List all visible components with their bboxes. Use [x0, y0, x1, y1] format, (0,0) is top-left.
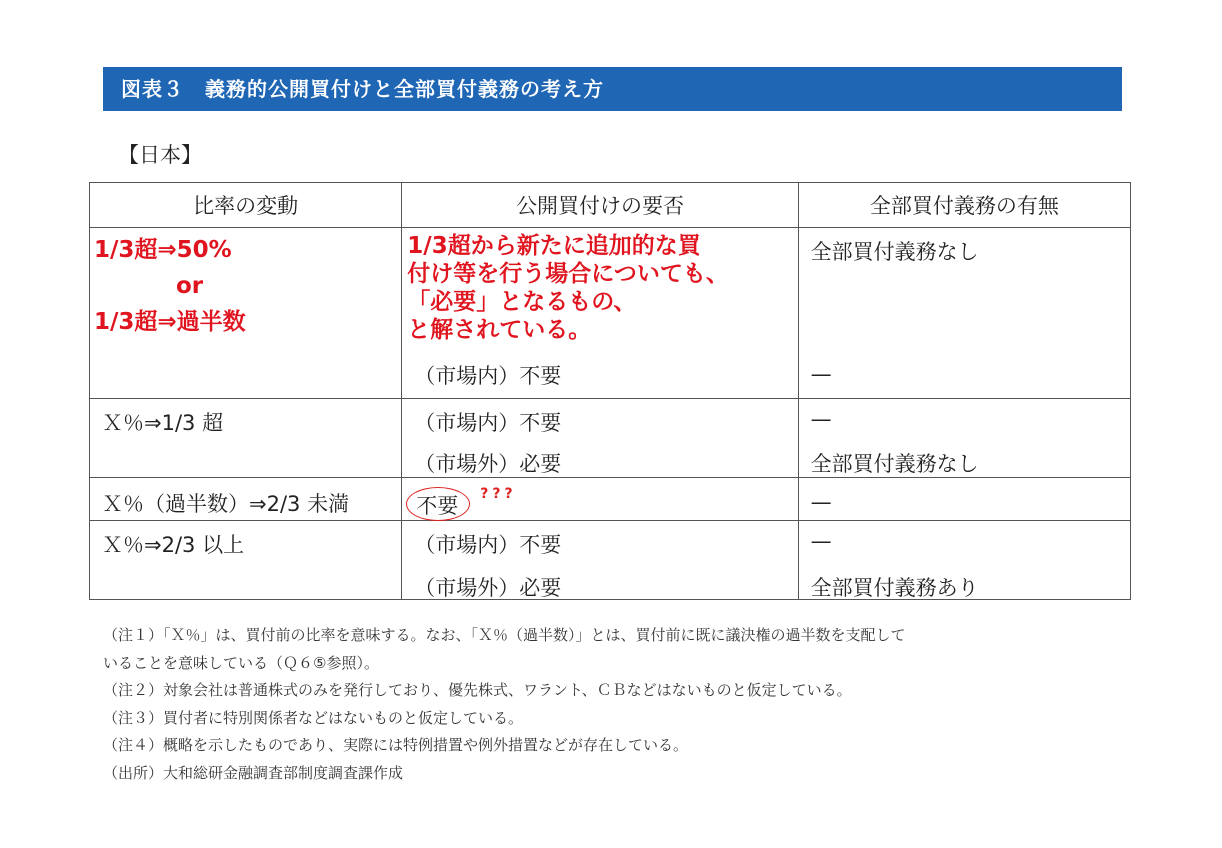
- table-header-row: [90, 183, 1131, 228]
- notes: [103, 622, 906, 787]
- table-row: [90, 521, 1131, 600]
- cell-text: （市場内）不要: [414, 364, 562, 388]
- cell-text: 全部買付義務なし: [810, 240, 979, 264]
- table-row: [90, 478, 1131, 521]
- note-line: （注２）対象会社は普通株式のみを発行しており、優先株式、ワラント、ＣＢなどはないものと仮定している。: [103, 681, 852, 699]
- source-line: （出所）大和総研金融調査部制度調査課作成: [103, 763, 404, 782]
- cell-text: （市場外）必要: [414, 576, 562, 600]
- dash: —: [810, 362, 832, 386]
- note-line: （注４）概略を示したものであり、実際には特例措置や例外措置などが存在している。: [103, 736, 689, 754]
- cell-text: Ｘ％⇒2/3 以上: [102, 533, 245, 557]
- note-line: （注１）「Ｘ％」は、買付前の比率を意味する。なお、「Ｘ％（過半数）」とは、買付前に既に議決権の過半数を支配して: [103, 626, 906, 644]
- cell-text: （市場内）不要: [414, 411, 562, 435]
- cell-text: 全部買付義務なし: [810, 452, 979, 476]
- annotation-interpretation: 1/3超から新たに追加的な買 付け等を行う場合についても、 「必要」となるもの、 と解されている。: [407, 233, 729, 343]
- header-tender-offer-required: 公開買付けの要否: [402, 183, 798, 228]
- cell-text: Ｘ％（過半数）⇒2/3 未満: [102, 492, 350, 516]
- cell-text: （市場内）不要: [414, 533, 562, 557]
- cell-text: （市場外）必要: [414, 452, 562, 476]
- comparison-table: [89, 182, 1131, 600]
- note-line: （注３）買付者に特別関係者などはないものと仮定している。: [103, 708, 524, 727]
- region-label: 【日本】: [118, 143, 202, 167]
- figure-title: 図表３ 義務的公開買付けと全部買付義務の考え方: [103, 67, 1122, 111]
- dash: —: [810, 407, 832, 431]
- header-full-purchase-obligation: 全部買付義務の有無: [798, 183, 1130, 228]
- annotation-ratio: 1/3超⇒50% or 1/3超⇒過半数: [94, 237, 246, 335]
- dash: —: [810, 529, 832, 553]
- table-row: [90, 228, 1131, 399]
- dash: —: [810, 490, 832, 514]
- table-row: [90, 399, 1131, 478]
- cell-text: 不要: [416, 494, 459, 518]
- question-marks: ???: [480, 486, 517, 502]
- header-ratio-change: 比率の変動: [90, 183, 402, 228]
- cell-text: 全部買付義務あり: [810, 576, 979, 600]
- note-line: いることを意味している（Ｑ６⑤参照）。: [103, 653, 379, 672]
- cell-text: Ｘ％⇒1/3 超: [102, 411, 224, 435]
